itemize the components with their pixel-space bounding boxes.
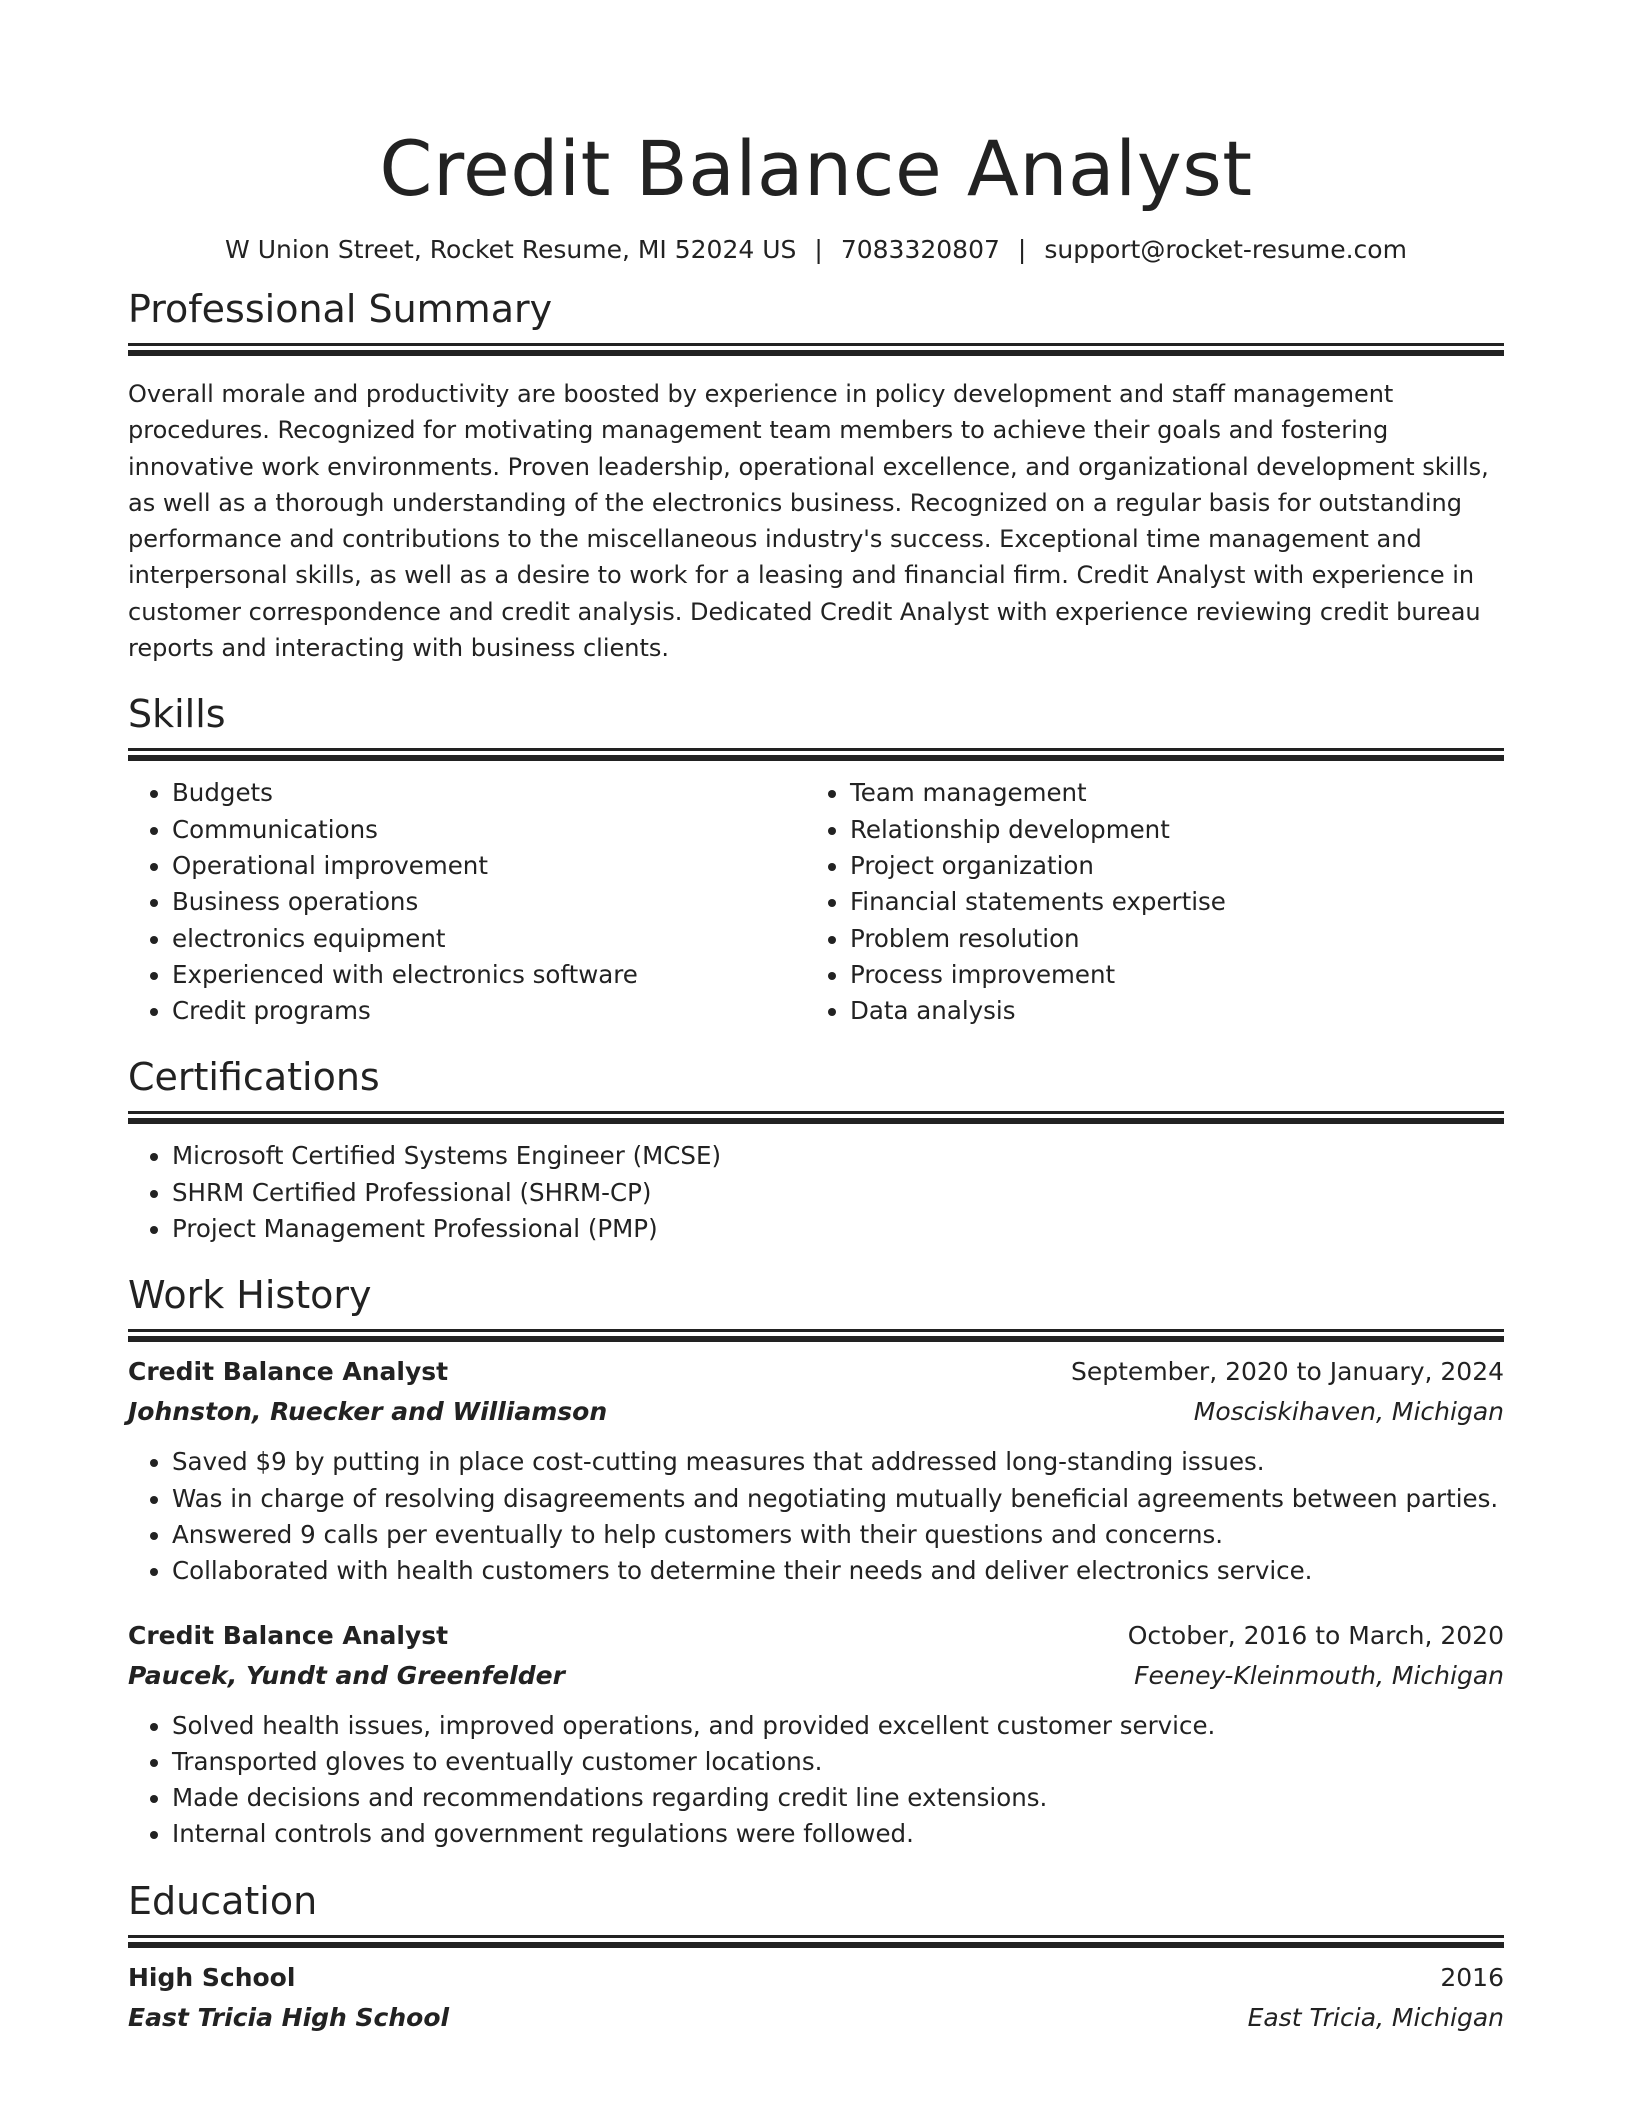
list-item: • Internal controls and government regulations were followed.	[172, 1816, 1504, 1852]
list-item: • Solved health issues, improved operations, and provided excellent customer service.	[172, 1708, 1504, 1744]
job-subheader	[128, 1392, 1504, 1432]
section-divider	[128, 1111, 1504, 1114]
job-company: Paucek, Yundt and Greenfelder	[128, 1660, 565, 1690]
list-item: • electronics equipment	[172, 921, 806, 957]
certifications-title: Certifications	[128, 1055, 380, 1100]
job-title: Credit Balance Analyst	[128, 1620, 449, 1650]
list-item: • Budgets	[172, 775, 806, 811]
education-school: East Tricia High School	[128, 2002, 450, 2032]
education-header	[128, 1958, 1504, 1998]
job-company: Johnston, Ruecker and Williamson	[128, 1397, 608, 1427]
list-item: • Experienced with electronics software	[172, 957, 806, 993]
job-dates: October, 2016 to March, 2020	[1127, 1620, 1504, 1650]
list-item: • Microsoft Certified Systems Engineer (MCSE)	[172, 1138, 1504, 1174]
list-item: • Was in charge of resolving disagreements and negotiating mutually beneficial agreements between parties.	[172, 1481, 1504, 1517]
job-location: Mosciskihaven, Michigan	[1193, 1397, 1504, 1427]
skills-list-left	[128, 775, 806, 1029]
education-year: 2016	[1440, 1962, 1504, 1992]
list-item: • Made decisions and recommendations regarding credit line extensions.	[172, 1780, 1504, 1816]
education-location: East Tricia, Michigan	[1247, 2002, 1504, 2032]
section-divider	[128, 1935, 1504, 1938]
job-location: Feeney-Kleinmouth, Michigan	[1134, 1660, 1504, 1690]
list-item: • Financial statements expertise	[850, 884, 1484, 920]
skills-column-left	[128, 775, 806, 1029]
job-header	[128, 1352, 1504, 1392]
summary-text: Overall morale and productivity are boosted by experience in policy development and staff management procedures. Recognized for motivating management team members to achieve their goals and fostering innovative work environments. Proven leadership, operational excellence, and organizational development skills, as well as a thorough understanding of the electronics business. Recognized on a regular basis for outstanding performance and contributions to the miscellaneous industry's success. Exceptional time management and interpersonal skills, as well as a desire to work for a leasing and financial firm. Credit Analyst with experience in customer correspondence and credit analysis. Dedicated Credit Analyst with experience reviewing credit bureau reports and interacting with business clients.	[128, 380, 1489, 663]
list-item: • Transported gloves to eventually customer locations.	[172, 1744, 1504, 1780]
certifications-list	[128, 1138, 1504, 1247]
list-item: • SHRM Certified Professional (SHRM-CP)	[172, 1175, 1504, 1211]
contact-line	[128, 234, 1504, 266]
contact-separator: |	[1017, 235, 1027, 264]
job-bullets	[128, 1444, 1504, 1589]
list-item: • Process improvement	[850, 957, 1484, 993]
section-divider	[128, 343, 1504, 346]
skills-section	[128, 690, 1504, 1029]
job-title: Credit Balance Analyst	[128, 1357, 449, 1387]
list-item: • Business operations	[172, 884, 806, 920]
contact-phone: 7083320807	[840, 235, 1000, 264]
contact-separator: |	[814, 235, 823, 264]
work-history-section	[128, 1271, 1504, 1852]
education-subheader	[128, 1998, 1504, 2038]
education-title: Education	[128, 1878, 318, 1923]
skills-list-right	[806, 775, 1484, 1029]
list-item: • Answered 9 calls per eventually to help customers with their questions and concerns.	[172, 1517, 1504, 1553]
list-item: • Relationship development	[850, 812, 1484, 848]
education-degree: High School	[128, 1962, 296, 1992]
section-divider	[128, 1329, 1504, 1332]
list-item: • Team management	[850, 775, 1484, 811]
list-item: • Credit programs	[172, 993, 806, 1029]
summary-title: Professional Summary	[128, 287, 553, 331]
certifications-section	[128, 1053, 1504, 1247]
job-header	[128, 1616, 1504, 1656]
list-item: • Project organization	[850, 848, 1484, 884]
candidate-name: Credit Balance Analyst	[379, 124, 1253, 213]
list-item: • Data analysis	[850, 993, 1484, 1029]
education-section	[128, 1877, 1504, 2038]
list-item: • Operational improvement	[172, 848, 806, 884]
list-item: • Saved $9 by putting in place cost-cutting measures that addressed long-standing issues.	[172, 1444, 1504, 1480]
contact-email: support@rocket-resume.com	[1044, 235, 1407, 264]
list-item: • Collaborated with health customers to determine their needs and deliver electronics service.	[172, 1553, 1504, 1589]
skills-title: Skills	[128, 692, 226, 737]
list-item: • Project Management Professional (PMP)	[172, 1211, 1504, 1247]
work-history-title: Work History	[128, 1273, 372, 1318]
section-divider	[128, 748, 1504, 751]
job-entry	[128, 1616, 1504, 1853]
job-entry	[128, 1352, 1504, 1589]
resume-header	[128, 0, 1504, 266]
list-item: • Problem resolution	[850, 921, 1484, 957]
job-bullets	[128, 1708, 1504, 1853]
list-item: • Communications	[172, 812, 806, 848]
contact-address: W Union Street, Rocket Resume, MI 52024 US	[225, 235, 797, 264]
job-dates: September, 2020 to January, 2024	[1071, 1357, 1504, 1387]
skills-column-right	[806, 775, 1484, 1029]
education-entry	[128, 1958, 1504, 2038]
job-subheader	[128, 1656, 1504, 1696]
summary-section	[128, 285, 1504, 666]
skills-grid	[128, 775, 1504, 1029]
resume-page	[128, 0, 1504, 2038]
